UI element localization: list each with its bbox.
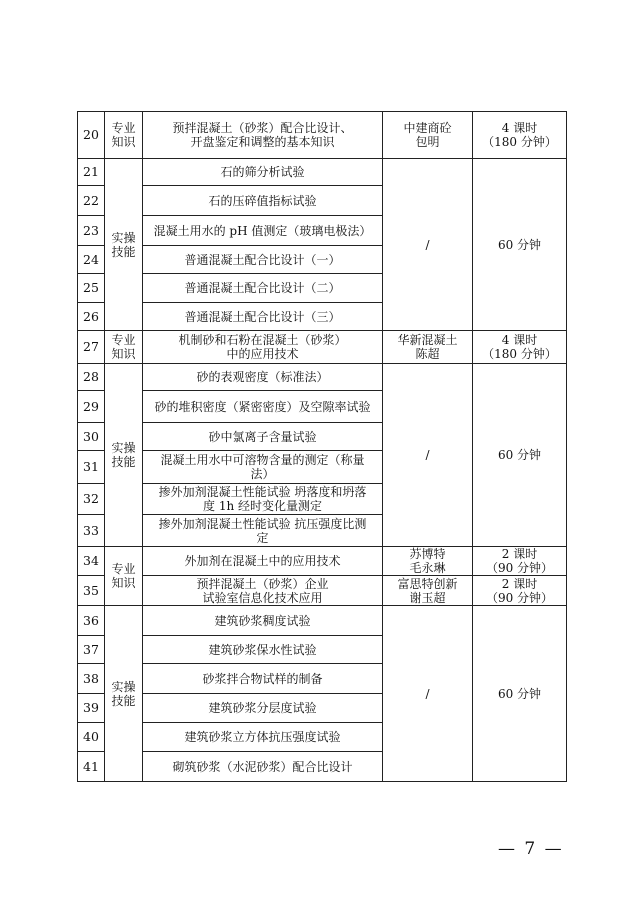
- row-number: 31: [78, 451, 105, 484]
- instructor-cell: /: [383, 159, 473, 331]
- course-topic: 石的压碎值指标试验: [143, 186, 383, 216]
- row-number: 27: [78, 331, 105, 364]
- instructor-cell: 华新混凝土 陈超: [383, 331, 473, 364]
- instructor-cell: 富思特创新 谢玉超: [383, 576, 473, 606]
- duration-cell: 60 分钟: [473, 364, 567, 547]
- table-row: [78, 159, 567, 186]
- instructor-cell: 苏博特 毛永琳: [383, 547, 473, 576]
- table-row: [78, 364, 567, 391]
- row-number: 41: [78, 752, 105, 782]
- row-number: 30: [78, 423, 105, 451]
- row-number: 37: [78, 636, 105, 664]
- row-number: 20: [78, 112, 105, 159]
- duration-cell: 60 分钟: [473, 606, 567, 782]
- category-cell: 专业 知识: [105, 547, 143, 606]
- row-number: 40: [78, 723, 105, 752]
- course-schedule-table: [77, 111, 567, 782]
- course-topic: 建筑砂浆立方体抗压强度试验: [143, 723, 383, 752]
- duration-cell: 2 课时 （90 分钟）: [473, 576, 567, 606]
- course-topic: 掺外加剂混凝土性能试验 坍落度和坍落 度 1h 经时变化量测定: [143, 484, 383, 515]
- duration-cell: 4 课时 （180 分钟）: [473, 331, 567, 364]
- instructor-cell: 中建商砼 包明: [383, 112, 473, 159]
- duration-cell: 2 课时 （90 分钟）: [473, 547, 567, 576]
- row-number: 23: [78, 216, 105, 246]
- row-number: 25: [78, 274, 105, 303]
- category-cell: 专业 知识: [105, 331, 143, 364]
- duration-cell: 4 课时 （180 分钟）: [473, 112, 567, 159]
- row-number: 26: [78, 303, 105, 331]
- row-number: 39: [78, 694, 105, 723]
- table-row: [78, 331, 567, 364]
- course-topic: 混凝土用水的 pH 值测定（玻璃电极法）: [143, 216, 383, 246]
- course-topic: 混凝土用水中可溶物含量的测定（称量 法）: [143, 451, 383, 484]
- category-cell: 专业 知识: [105, 112, 143, 159]
- category-cell: 实操 技能: [105, 606, 143, 782]
- row-number: 21: [78, 159, 105, 186]
- row-number: 38: [78, 664, 105, 694]
- course-topic: 普通混凝土配合比设计（一）: [143, 246, 383, 274]
- row-number: 32: [78, 484, 105, 515]
- course-topic: 普通混凝土配合比设计（二）: [143, 274, 383, 303]
- course-topic: 砂中氯离子含量试验: [143, 423, 383, 451]
- schedule-body: [78, 112, 567, 782]
- course-topic: 砂浆拌合物试样的制备: [143, 664, 383, 694]
- instructor-cell: /: [383, 606, 473, 782]
- course-topic: 石的筛分析试验: [143, 159, 383, 186]
- table-row: [78, 606, 567, 636]
- course-topic: 外加剂在混凝土中的应用技术: [143, 547, 383, 576]
- course-topic: 建筑砂浆稠度试验: [143, 606, 383, 636]
- row-number: 35: [78, 576, 105, 606]
- table-row: [78, 112, 567, 159]
- course-topic: 机制砂和石粉在混凝土（砂浆） 中的应用技术: [143, 331, 383, 364]
- row-number: 28: [78, 364, 105, 391]
- course-topic: 砂的表观密度（标准法）: [143, 364, 383, 391]
- page-number: — 7 —: [498, 839, 564, 859]
- course-topic: 砌筑砂浆（水泥砂浆）配合比设计: [143, 752, 383, 782]
- course-topic: 普通混凝土配合比设计（三）: [143, 303, 383, 331]
- row-number: 29: [78, 391, 105, 423]
- course-topic: 砂的堆积密度（紧密密度）及空隙率试验: [143, 391, 383, 423]
- row-number: 34: [78, 547, 105, 576]
- row-number: 36: [78, 606, 105, 636]
- course-topic: 预拌混凝土（砂浆）配合比设计、 开盘鉴定和调整的基本知识: [143, 112, 383, 159]
- category-cell: 实操 技能: [105, 159, 143, 331]
- duration-cell: 60 分钟: [473, 159, 567, 331]
- instructor-cell: /: [383, 364, 473, 547]
- course-topic: 预拌混凝土（砂浆）企业 试验室信息化技术应用: [143, 576, 383, 606]
- category-cell: 实操 技能: [105, 364, 143, 547]
- row-number: 33: [78, 515, 105, 547]
- row-number: 22: [78, 186, 105, 216]
- course-topic: 建筑砂浆保水性试验: [143, 636, 383, 664]
- course-topic: 掺外加剂混凝土性能试验 抗压强度比测 定: [143, 515, 383, 547]
- row-number: 24: [78, 246, 105, 274]
- table-row: [78, 576, 567, 606]
- table-row: [78, 547, 567, 576]
- course-topic: 建筑砂浆分层度试验: [143, 694, 383, 723]
